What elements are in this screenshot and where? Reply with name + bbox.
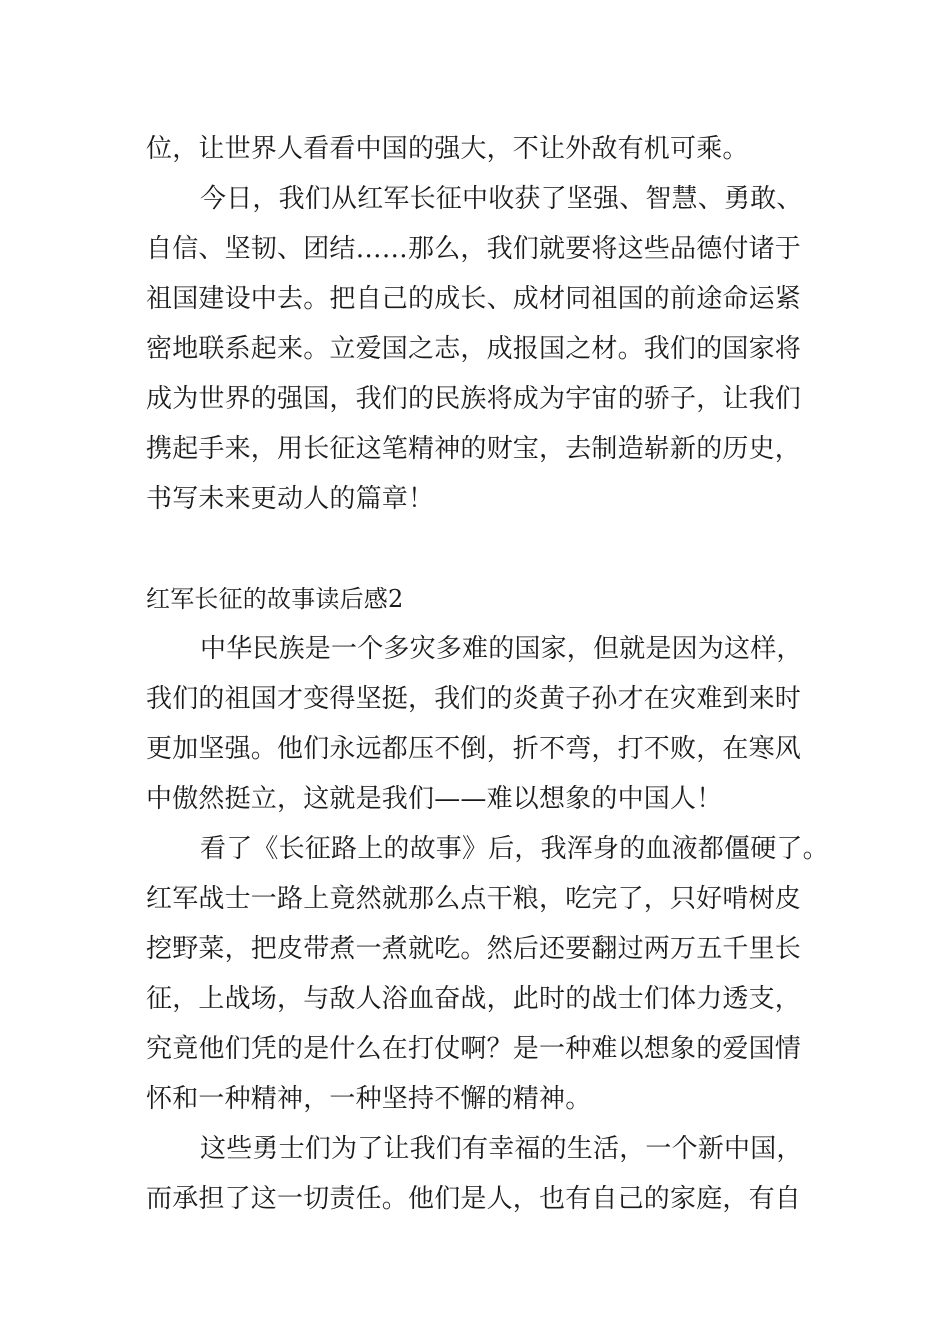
paragraph-line: 征，上战场，与敌人浴血奋战，此时的战士们体力透支， bbox=[146, 984, 802, 1014]
paragraph-line: 究竟他们凭的是什么在打仗啊？是一种难以想象的爱国情 bbox=[146, 1034, 802, 1064]
paragraph-line: 更加坚强。他们永远都压不倒，折不弯，打不败，在寒风 bbox=[146, 734, 802, 764]
paragraph-line: 这些勇士们为了让我们有幸福的生活，一个新中国， bbox=[200, 1134, 803, 1164]
paragraph-line: 中华民族是一个多灾多难的国家，但就是因为这样， bbox=[200, 634, 803, 664]
paragraph-line: 自信、坚韧、团结……那么，我们就要将这些品德付诸于 bbox=[146, 234, 802, 264]
paragraph-line: 今日，我们从红军长征中收获了坚强、智慧、勇敢、 bbox=[200, 184, 803, 214]
paragraph-line: 中傲然挺立，这就是我们——难以想象的中国人！ bbox=[146, 784, 723, 814]
paragraph-line: 密地联系起来。立爱国之志，成报国之材。我们的国家将 bbox=[146, 334, 802, 364]
paragraph-line: 成为世界的强国，我们的民族将成为宇宙的骄子，让我们 bbox=[146, 384, 802, 414]
paragraph-line: 怀和一种精神，一种坚持不懈的精神。 bbox=[146, 1084, 592, 1114]
paragraph-line: 挖野菜，把皮带煮一煮就吃。然后还要翻过两万五千里长 bbox=[146, 934, 802, 964]
paragraph-line: 红军战士一路上竟然就那么点干粮，吃完了，只好啃树皮 bbox=[146, 884, 802, 914]
paragraph-line: 书写未来更动人的篇章！ bbox=[146, 484, 435, 514]
section-heading: 红军长征的故事读后感2 bbox=[146, 585, 404, 613]
paragraph-line: 祖国建设中去。把自己的成长、成材同祖国的前途命运紧 bbox=[146, 284, 802, 314]
paragraph-line: 携起手来，用长征这笔精神的财宝，去制造崭新的历史， bbox=[146, 434, 802, 464]
paragraph-line: 看了《长征路上的故事》后，我浑身的血液都僵硬了。 bbox=[200, 834, 829, 864]
paragraph-line: 位，让世界人看看中国的强大，不让外敌有机可乘。 bbox=[146, 134, 749, 164]
paragraph-line: 而承担了这一切责任。他们是人，也有自己的家庭，有自 bbox=[146, 1184, 802, 1214]
paragraph-line: 我们的祖国才变得坚挺，我们的炎黄子孙才在灾难到来时 bbox=[146, 684, 802, 714]
